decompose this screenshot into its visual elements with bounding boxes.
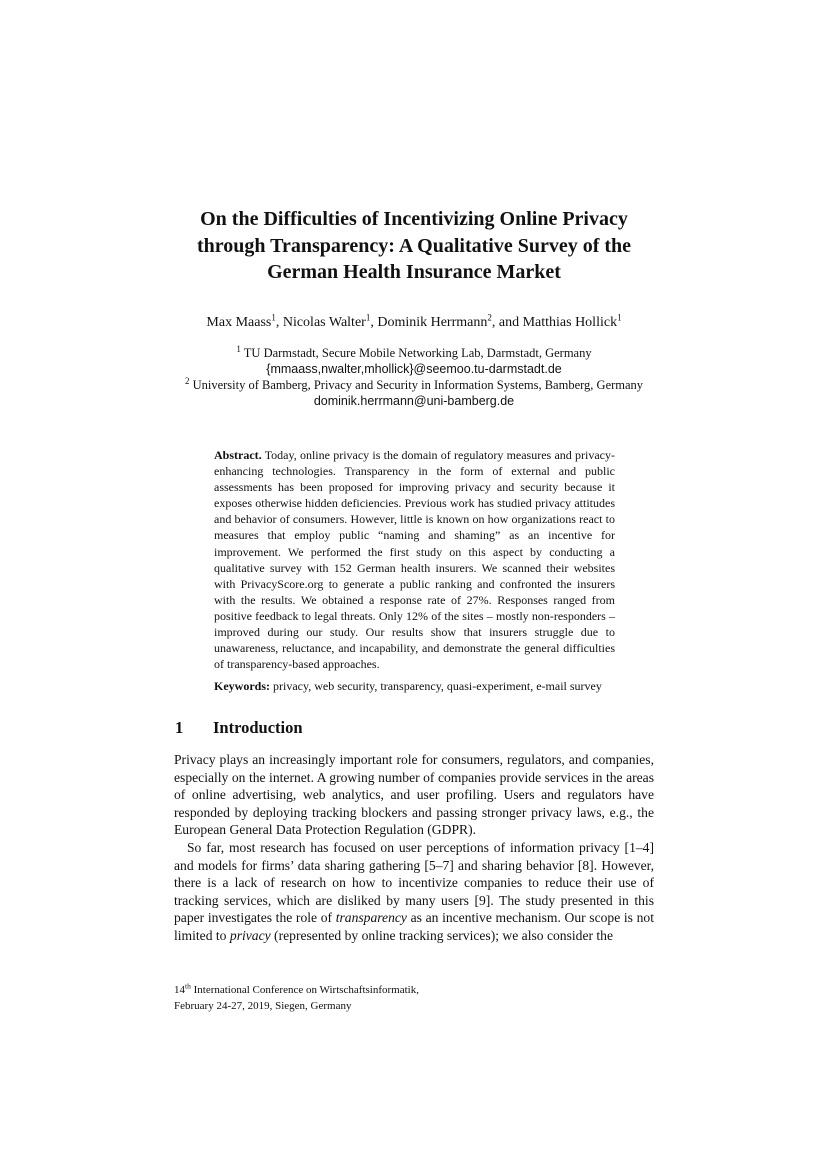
affiliation	[100, 345, 728, 361]
affiliation-text: University of Bamberg, Privacy and Security in Information Systems, Bamberg, Germany	[192, 378, 644, 392]
author-separator: ,	[370, 315, 378, 330]
section-title: Introduction	[213, 718, 303, 737]
affiliations	[100, 345, 728, 409]
footer-line: February 24-27, 2019, Siegen, Germany	[174, 1000, 352, 1012]
abstract-label: Abstract.	[214, 448, 262, 462]
author-affiliation-mark: 1	[365, 312, 371, 323]
paper-title	[150, 206, 678, 286]
paragraph	[174, 839, 654, 945]
affiliation-email: dominik.herrmann@uni-bamberg.de	[313, 394, 515, 408]
keywords-label: Keywords:	[214, 679, 270, 693]
author-name: Dominik Herrmann	[377, 315, 488, 330]
emphasis: transparency	[335, 910, 407, 926]
footer-number: 14	[174, 984, 185, 996]
paragraph: Privacy plays an increasingly important role for consumers, regulators, and companies, especially on the internet. A growing number of companies provide services in the areas of online advertising, web analytics, and user profiling. Users and regulators have responded by deploying tracking blockers and passing stronger privacy laws, e.g., the European General Data Protection Regulation (GDPR).	[174, 752, 654, 838]
conference-footer	[174, 982, 419, 1014]
keywords	[214, 678, 634, 694]
footer-text: International Conference on Wirtschaftsinformatik,	[190, 984, 419, 996]
title-line: through Transparency: A Qualitative Survey of the	[196, 234, 632, 257]
paragraph-text: as an incentive mechanism. Our scope is not limited to	[174, 910, 655, 943]
paragraph-text: (represented by online tracking services); we also consider the	[270, 927, 614, 943]
affiliation-number: 1	[236, 343, 241, 354]
abstract-text: Today, online privacy is the domain of regulatory measures and privacy-enhancing technologies. Transparency in the form of external and public assessments has been proposed for improving privacy and security because it exposes otherwise hidden deficiencies. Previous work has studied privacy attitudes and behavior of consumers. However, little is known on how organizations react to measures that employ public “naming and shaming” as an incentive for improvement. We performed the first study on this aspect by conducting a qualitative survey with 152 German health insurers. We scanned their websites with PrivacyScore.org to generate a public ranking and confronted the insurers with the results. We obtained a response rate of 27%. Responses ranged from positive feedback to legal threats. Only 12% of the sites – mostly non-responders – improved during our study. Our results show that insurers struggle due to unawareness, reluctance, and incapability, and demonstrate the general difficulties of transparency-based approaches.	[214, 448, 615, 672]
author-separator: ,	[275, 315, 283, 330]
affiliation-number: 2	[184, 375, 190, 386]
affiliation	[100, 377, 728, 393]
section-number: 1	[175, 718, 184, 737]
body-text	[174, 751, 654, 945]
author-affiliation-mark: 1	[271, 312, 276, 323]
keywords-text: privacy, web security, transparency, quasi-experiment, e-mail survey	[273, 679, 602, 693]
affiliation-text: TU Darmstadt, Secure Mobile Networking Lab, Darmstadt, Germany	[243, 346, 592, 360]
author-separator: , and	[491, 315, 523, 330]
author-name: Matthias Hollick	[522, 315, 618, 330]
paragraph-text: So far, most research has focused on user perceptions of information privacy [1–4] and models for firms’ data sharing gathering [5–7] and sharing behavior [8]. However, there is a lack of research on how to incentivize companies to reduce their use of tracking services, which are disliked by many users [9]. The study presented in this paper investigates the role of	[174, 839, 654, 926]
emphasis: privacy	[229, 927, 271, 943]
author-name: Nicolas Walter	[282, 315, 366, 330]
author-affiliation-mark: 2	[487, 312, 492, 323]
author-list	[100, 314, 728, 332]
affiliation-email: {mmaass,nwalter,mhollick}@seemoo.tu-darmstadt.de	[266, 362, 562, 376]
section-heading	[175, 718, 303, 738]
author-affiliation-mark: 1	[617, 312, 622, 323]
footer-line	[174, 982, 419, 998]
footer-ordinal: th	[185, 981, 191, 991]
author-name: Max Maass	[206, 315, 272, 330]
title-line: German Health Insurance Market	[267, 261, 561, 283]
title-line: On the Difficulties of Incentivizing Online Privacy	[200, 208, 628, 230]
abstract	[214, 447, 615, 672]
